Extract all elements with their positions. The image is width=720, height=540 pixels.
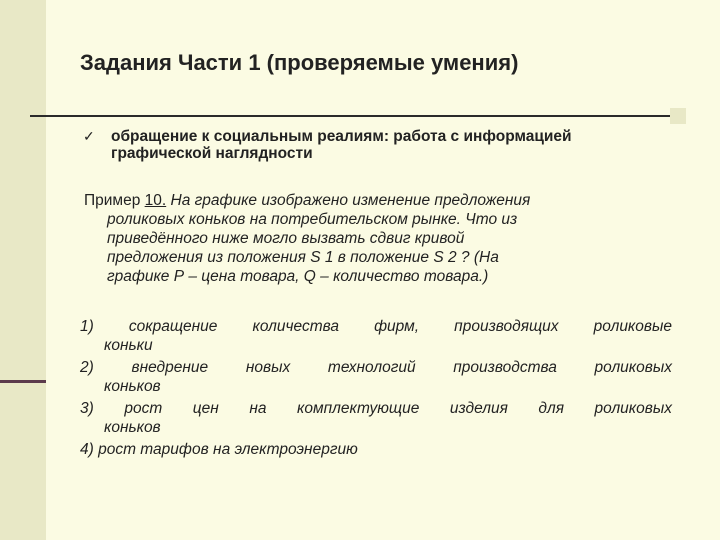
example-number: 10. xyxy=(144,192,167,209)
example-line-5: графике Р – цена товара, Q – количество товара.) xyxy=(107,268,489,285)
side-decor-accent xyxy=(0,380,46,383)
example-paragraph xyxy=(84,191,672,286)
bullet-line-1: обращение к социальным реалиям: работа с информацией xyxy=(111,128,572,145)
answer-options xyxy=(80,317,672,462)
option-line-cont: коньки xyxy=(104,337,153,354)
answer-option-4 xyxy=(80,440,672,459)
example-lead: Пример xyxy=(84,192,145,209)
answer-option-2 xyxy=(80,358,672,396)
option-line: 1) сокращение количества фирм, производящих роликовые xyxy=(80,318,672,335)
answer-option-3 xyxy=(80,399,672,437)
checkmark-icon: ✓ xyxy=(83,128,95,144)
answer-option-1 xyxy=(80,317,672,355)
title-divider xyxy=(30,115,686,117)
example-line-1-text: На графике изображено изменение предложения xyxy=(166,192,531,209)
option-line-cont: коньков xyxy=(104,419,161,436)
divider-end-block xyxy=(670,108,686,124)
option-line: 2) внедрение новых технологий производства роликовых xyxy=(80,359,672,376)
bullet-line-2: графической наглядности xyxy=(111,145,313,162)
example-line-3: приведённого ниже могло вызвать сдвиг кривой xyxy=(107,230,465,247)
skill-bullet xyxy=(83,128,686,162)
option-line: 4) рост тарифов на электроэнергию xyxy=(80,441,358,458)
example-line-2: роликовых коньков на потребительском рынке. Что из xyxy=(107,211,518,228)
example-line-4: предложения из положения S 1 в положение S 2 ? (На xyxy=(107,249,499,266)
option-line: 3) рост цен на комплектующие изделия для роликовых xyxy=(80,400,672,417)
side-decor-bar xyxy=(0,0,46,540)
slide-title: Задания Части 1 (проверяемые умения) xyxy=(80,50,519,75)
option-line-cont: коньков xyxy=(104,378,161,395)
example-line-1 xyxy=(84,191,672,210)
